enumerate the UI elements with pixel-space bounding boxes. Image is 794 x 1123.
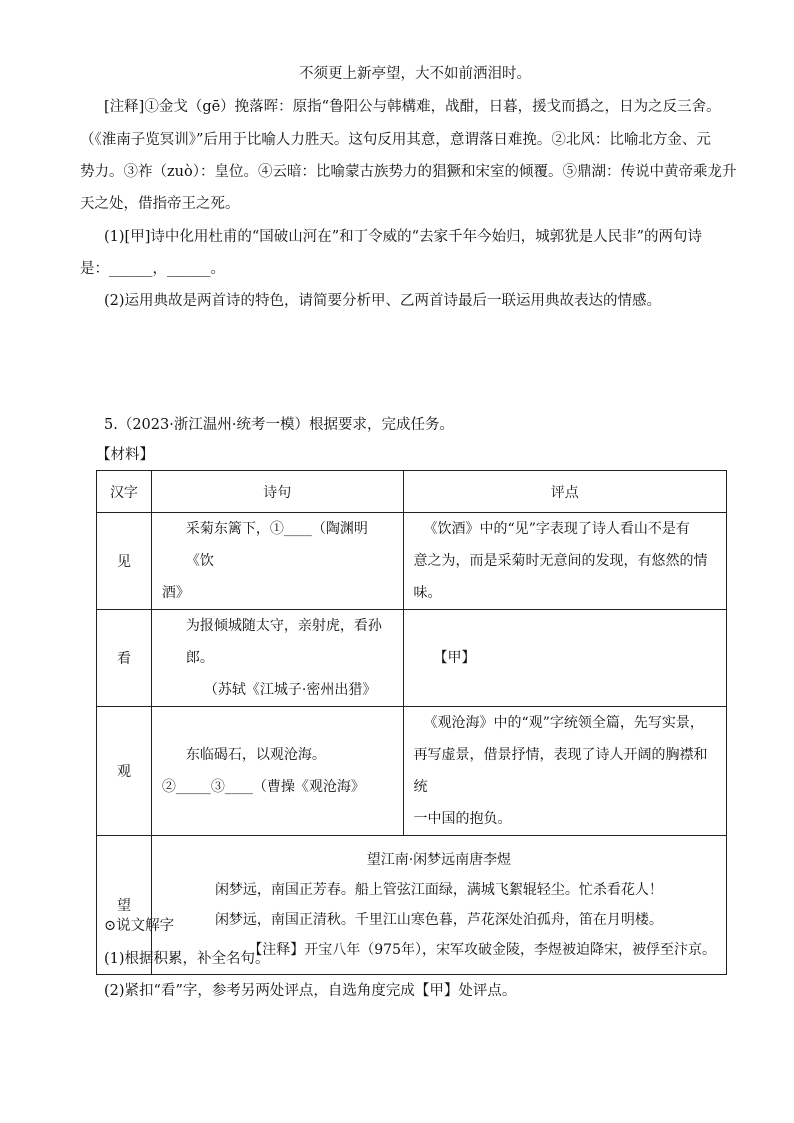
poem-line: 闲梦远，南国正清秋。千里江山寒色暮，芦花深处泊孤舟，笛在月明楼。 [214,912,663,928]
poem-tail: 不须更上新亭望，大不如前洒泪时。 [299,66,531,82]
row-comment [403,610,726,707]
poem-line: 采菊东篱下，①____（陶渊明《饮 [185,521,368,569]
header-hanzi: 汉字 [97,471,152,513]
question-5-1: (1)根据积累，补全名句。 [104,951,270,967]
comment-placeholder: 【甲】 [433,650,476,666]
poem-line: 为报倾城随太守，亲射虎，看孙郎。 [185,618,382,666]
header-comment: 评点 [403,471,726,513]
table-row [97,513,727,610]
poem-line: 东临碣石，以观沧海。 [185,747,326,763]
material-table [96,470,727,975]
row-char: 见 [97,513,152,610]
note-line-3: 势力。③祚（zuò）：皇位。④云暗：比喻蒙古族势力的猖獗和宋室的倾覆。⑤鼎湖：传说中黄帝乘龙升 [80,164,737,180]
question-4-1-line-1: (1)[甲]诗中化用杜甫的“国破山河在”和丁令威的“去家千年今始归，城郭犹是人民非”的两句诗 [104,229,703,245]
note-line-4: 天之处，借指帝王之死。 [80,196,240,212]
table-row [97,610,727,707]
row-poem [151,513,403,610]
comment-line: 《观沧海》中的“观”字统领全篇，先写实景， [423,715,704,731]
comment-line: 意之为，而是采菊时无意间的发现，有悠然的情味。 [413,553,708,601]
row-poem [151,610,403,707]
table-row [97,707,727,836]
poem-line: 闲梦远，南国正芳春。船上管弦江面绿，满城飞絮辊轻尘。忙杀看花人！ [214,882,663,898]
comment-line: 《饮酒》中的“见”字表现了诗人看山不是有 [423,521,690,537]
comment-line: 一中国的抱负。 [413,811,512,827]
question-4-1-line-2: 是：______，______。 [80,261,225,277]
row-char: 看 [97,610,152,707]
question-4-2: (2)运用典故是两首诗的特色，请简要分析甲、乙两首诗最后一联运用典故表达的情感。 [104,293,662,309]
comment-line: 再写虚景，借景抒情，表现了诗人开阔的胸襟和统 [413,747,708,795]
poem-note: 【注释】开宝八年（975年），宋军攻破金陵，李煜被迫降宋，被俘至汴京。 [248,942,716,958]
row-char: 望 [97,836,152,975]
section-label: ⊙说文解字 [104,918,175,934]
poem-line: 酒》 [161,585,190,601]
table-header-row [97,471,727,513]
row-comment [403,513,726,610]
poem-title: 望江南·闲梦远南唐李煜 [366,852,512,868]
row-comment [403,707,726,836]
material-label: 【材料】 [96,447,154,463]
note-line-2: （《淮南子览冥训》”后用于比喻人力胜天。这句反用其意，意谓落日难挽。②北风：比喻北方金、元 [80,132,711,148]
header-poem: 诗句 [151,471,403,513]
row-char: 观 [97,707,152,836]
poem-line: （苏轼《江城子·密州出猎》 [203,682,377,698]
row-poem [151,707,403,836]
question-5-title: 5.（2023·浙江温州·统考一模）根据要求，完成任务。 [104,417,454,433]
note-line-1: [注释]①金戈（gē）挽落晖：原指“鲁阳公与韩構难，战酣，日暮，援戈而撝之，日为之反三舍。 [104,99,721,115]
question-5-2: (2)紧扣“看”字，参考另两处评点，自选角度完成【甲】处评点。 [104,983,517,999]
poem-line: ②_____③____（曹操《观沧海》 [161,779,365,795]
